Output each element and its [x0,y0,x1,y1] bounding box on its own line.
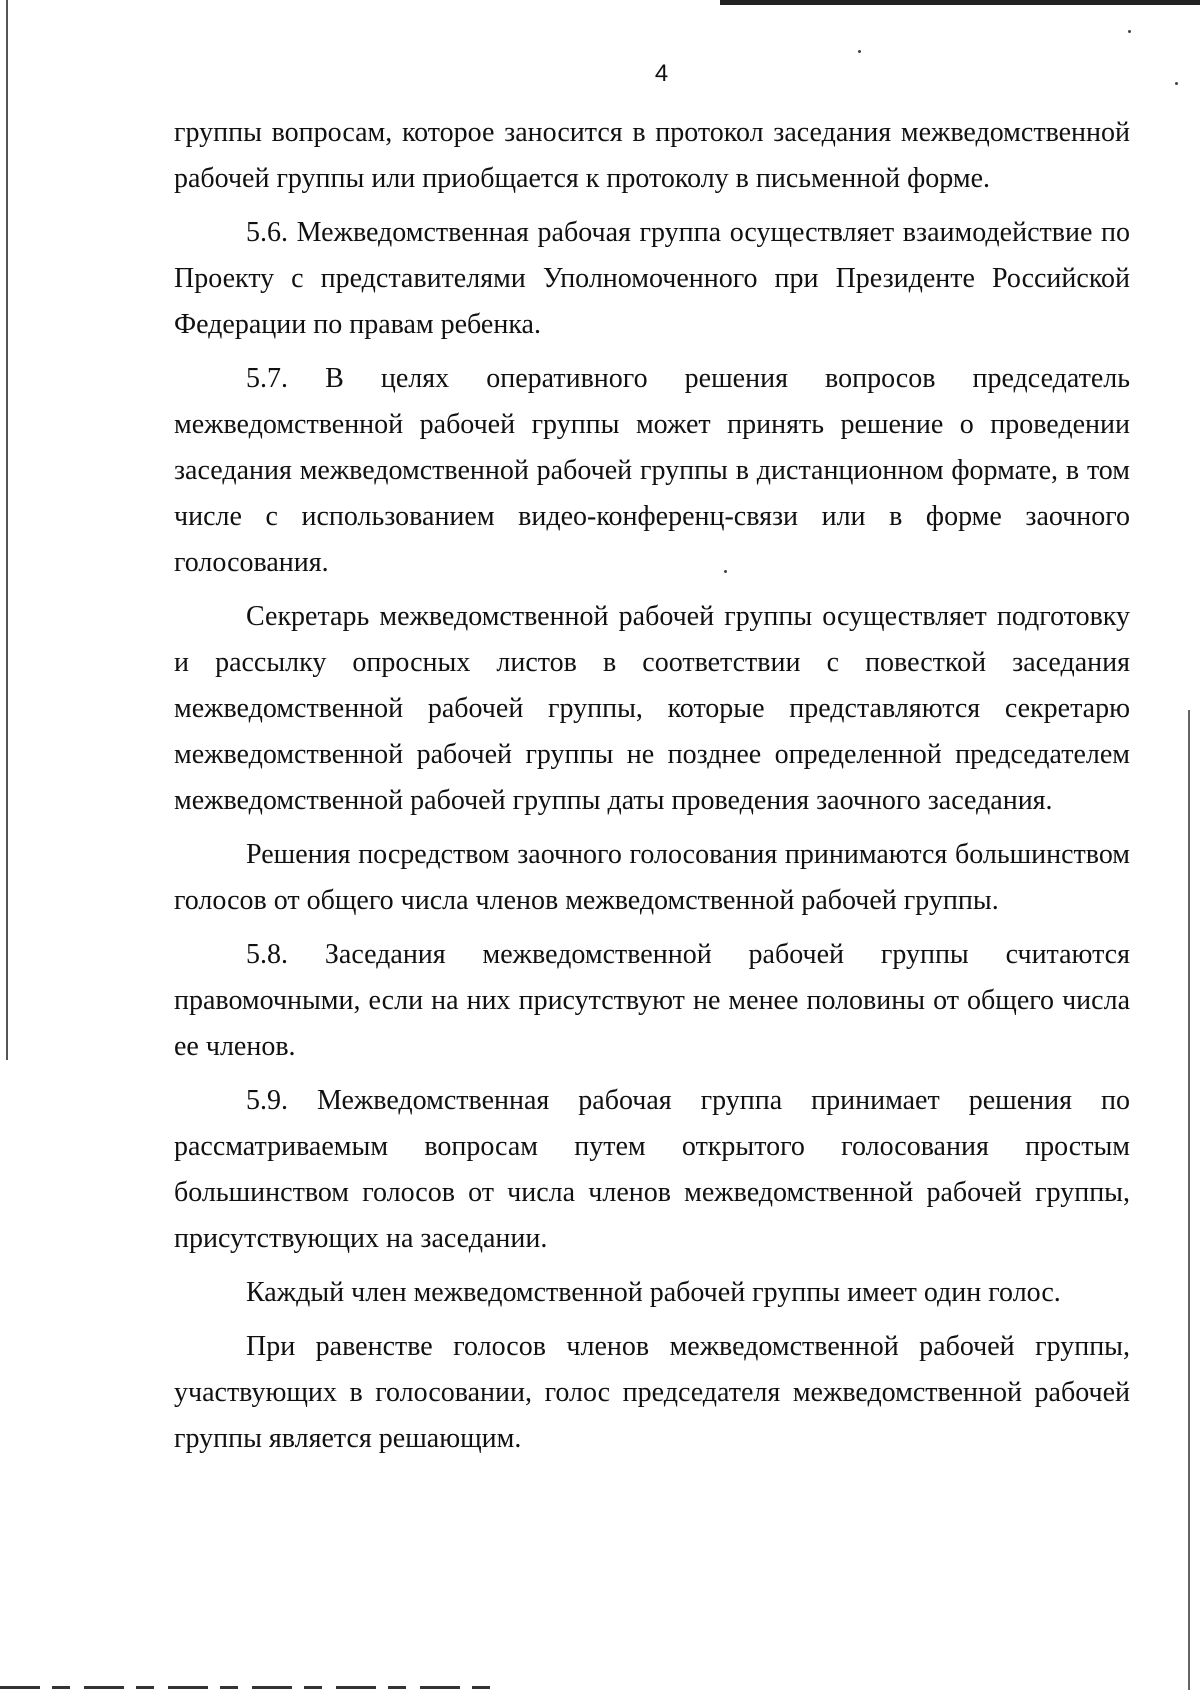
paragraph-1: группы вопросам, которое заносится в протокол заседания межведомственной рабочей группы или приобщается к протоколу в письменной форме. [174,117,1130,194]
scan-edge-bottom [0,1686,500,1689]
page-number: 4 [654,60,669,87]
scan-speck [1128,30,1131,33]
scan-speck [858,50,861,53]
paragraph-5-6: 5.6. Межведомственная рабочая группа осуществляет взаимодействие по Проекту с представителями Уполномоченного при Президенте Российской Федерации по правам ребенка. [174,217,1130,340]
paragraph-5-7: 5.7. В целях оперативного решения вопросов председатель межведомственной рабочей группы может принять решение о проведении заседания межведомственной рабочей группы в дистанционном формате, в том числе с использованием видео-конференц-связи или в форме заочного голосования. [174,363,1130,578]
paragraph-5-9: 5.9. Межведомственная рабочая группа принимает решения по рассматриваемым вопросам путем открытого голосования простым большинством голосов от числа членов межведомственной рабочей группы, присутствующих на заседании. [174,1085,1130,1254]
paragraph-decisions: Решения посредством заочного голосования принимаются большинством голосов от общего числа членов межведомственной рабочей группы. [174,839,1130,916]
paragraph-one-vote: Каждый член межведомственной рабочей группы имеет один голос. [246,1277,1061,1308]
paragraph-secretary: Секретарь межведомственной рабочей группы осуществляет подготовку и рассылку опросных листов в соответствии с повесткой заседания межведомственной рабочей группы, которые представляются секретарю межведомственной рабочей группы не позднее определенной председателем межведомственной рабочей группы даты проведения заочного заседания. [174,601,1130,816]
scan-edge-right [1188,710,1190,1690]
paragraph-5-8: 5.8. Заседания межведомственной рабочей группы считаются правомочными, если на них присутствуют не менее половины от общего числа ее членов. [174,939,1130,1062]
document-body [174,110,1130,1470]
paragraph-tie: При равенстве голосов членов межведомственной рабочей группы, участвующих в голосовании, голос председателя межведомственной рабочей группы является решающим. [174,1331,1130,1454]
scan-edge-left [6,0,8,1060]
scan-edge-top [720,0,1200,5]
